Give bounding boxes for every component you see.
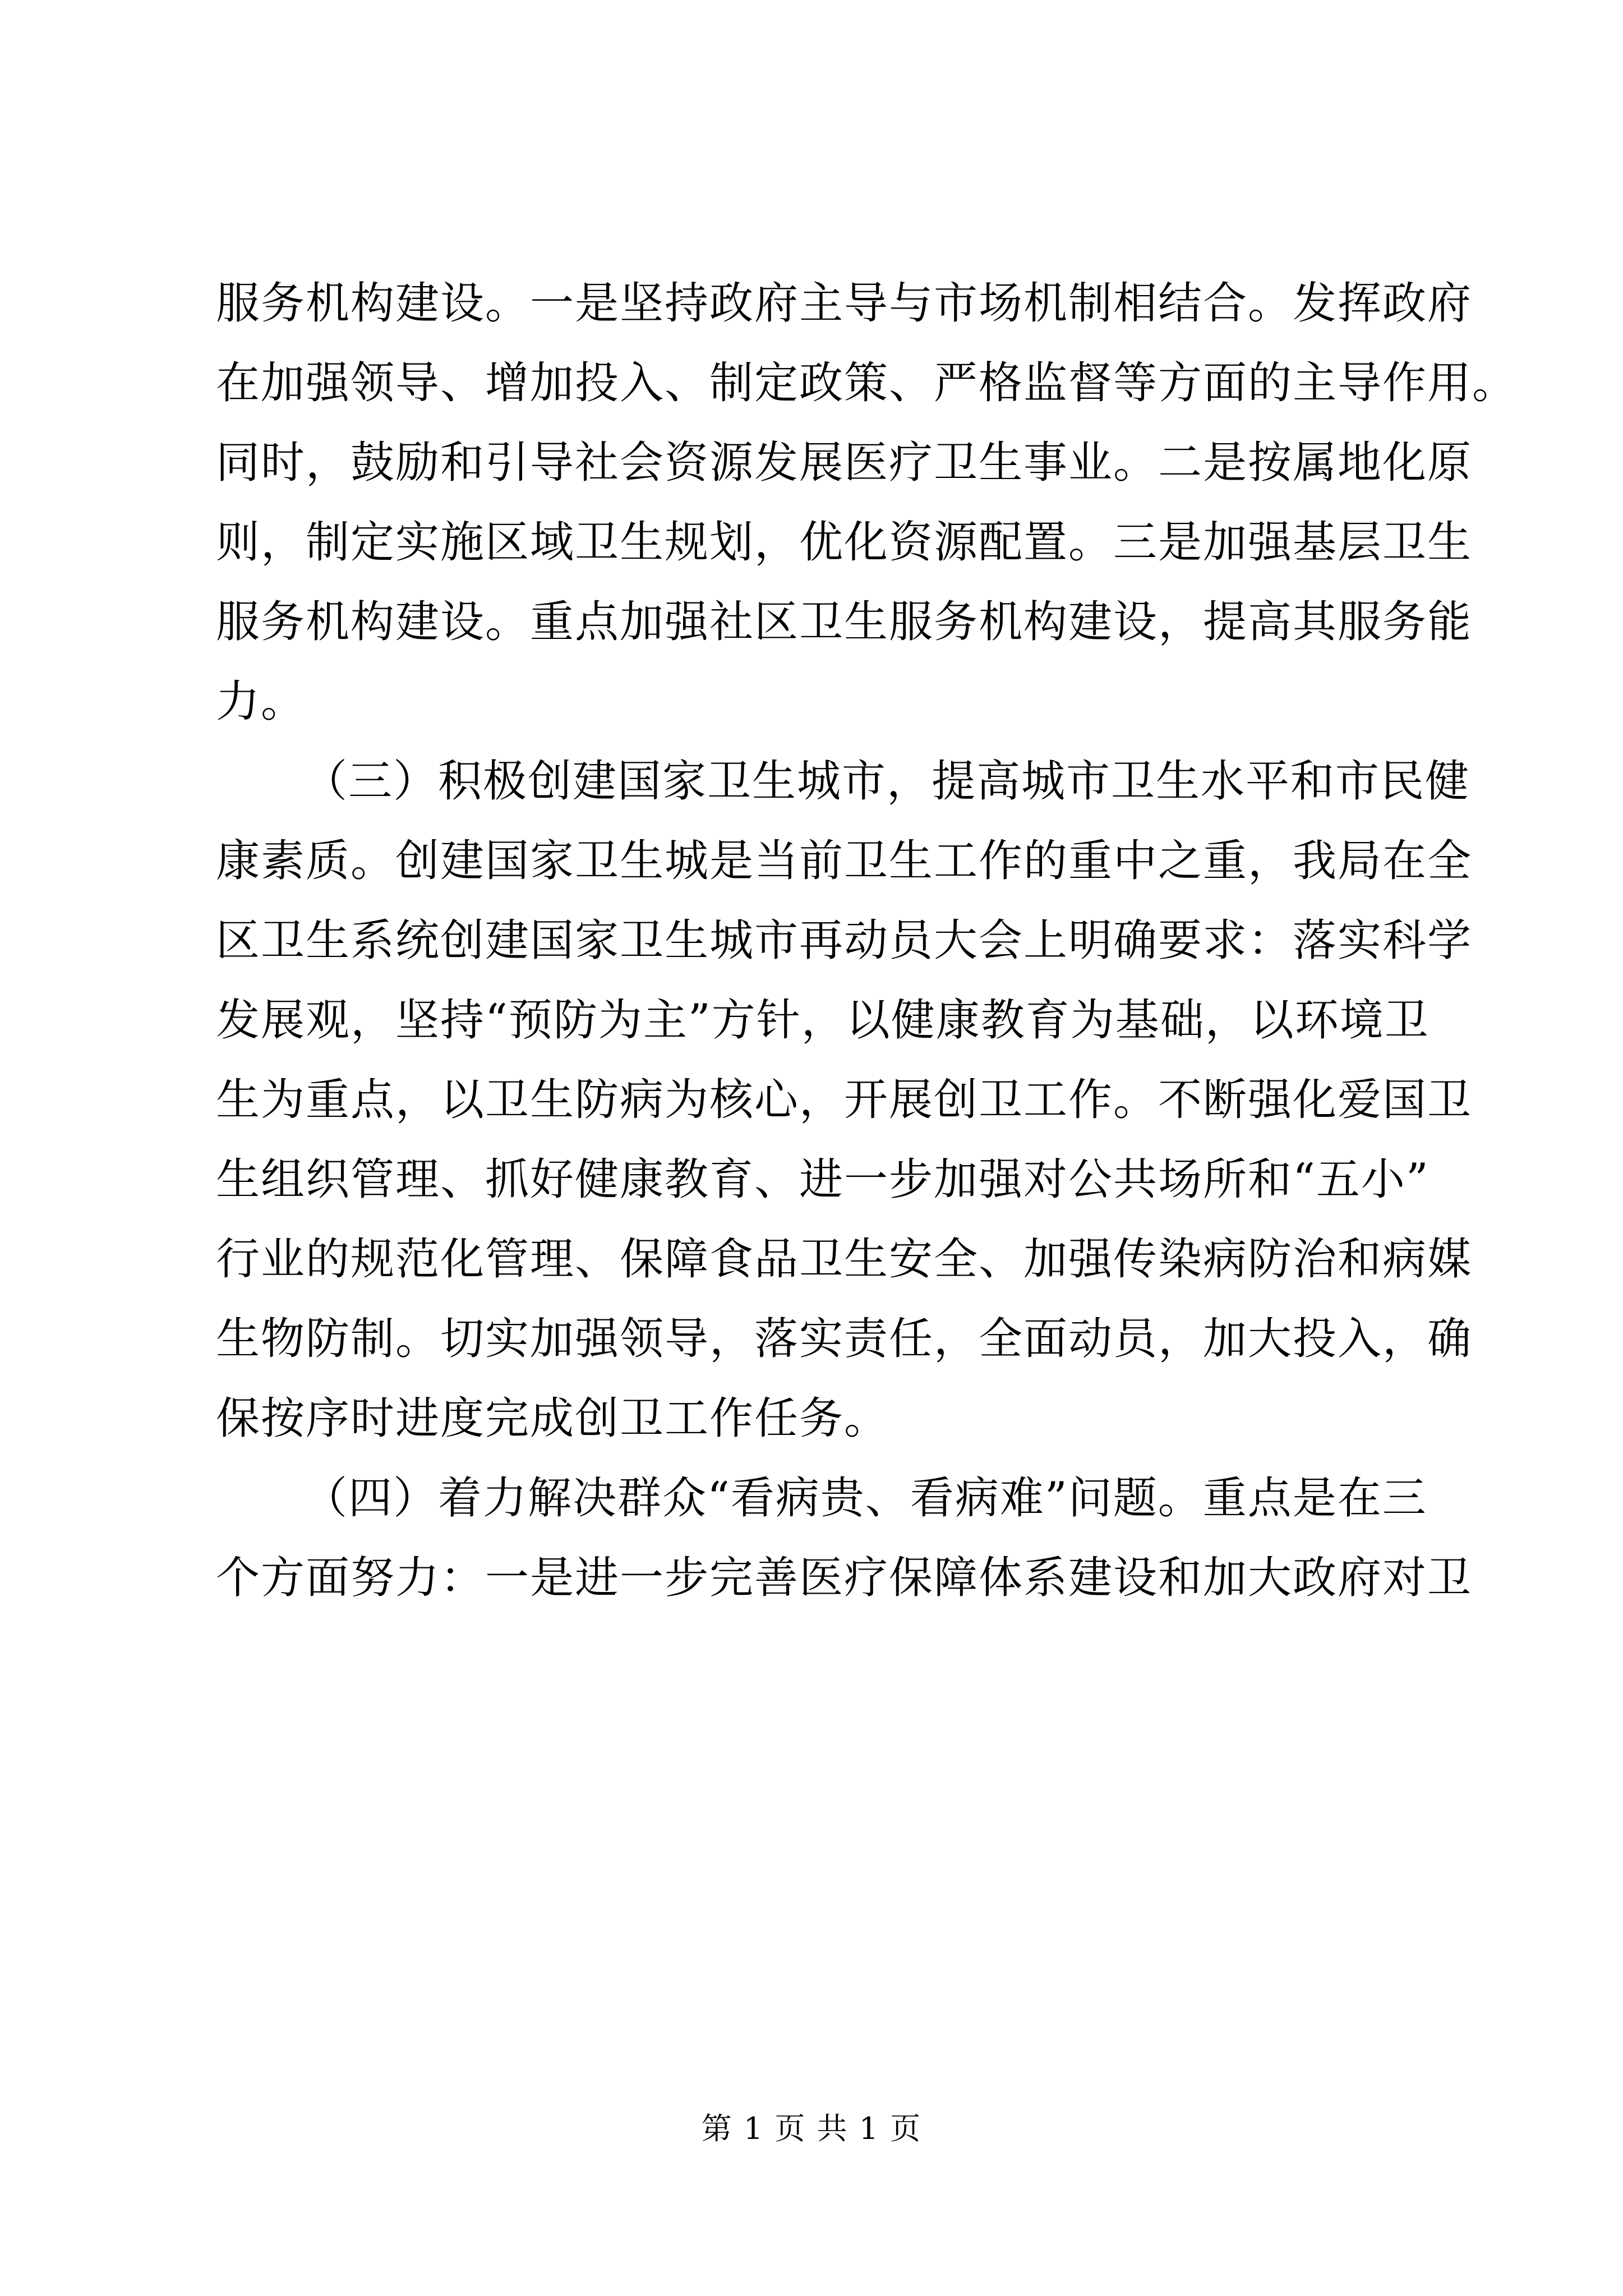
text-line: 生为重点，以卫生防病为核心，开展创卫工作。不断强化爱国卫: [216, 1075, 1473, 1125]
text-line: 生物防制。切实加强领导，落实责任，全面动员，加大投入，确: [216, 1314, 1473, 1364]
text-line: 保按序时进度完成创卫工作任务。: [216, 1393, 889, 1444]
text-line: 行业的规范化管理、保障食品卫生安全、加强传染病防治和病媒: [216, 1234, 1473, 1285]
text-line: 同时，鼓励和引导社会资源发展医疗卫生事业。二是按属地化原: [216, 438, 1473, 488]
page-footer: 第 1 页 共 1 页: [701, 2111, 922, 2146]
text-line: 个方面努力：一是进一步完善医疗保障体系建设和加大政府对卫: [216, 1553, 1473, 1603]
document-body: [216, 264, 1518, 1618]
text-line: 力。: [216, 677, 306, 727]
section-heading-line: （三）积极创建国家卫生城市，提高城市卫生水平和市民健: [303, 756, 1470, 807]
text-line: 发展观，坚持“预防为主”方针，以健康教育为基础，以环境卫: [216, 995, 1430, 1046]
paragraph-section-three: [216, 742, 1473, 1458]
text-line: 则，制定实施区域卫生规划，优化资源配置。三是加强基层卫生: [216, 517, 1473, 568]
text-line: 服务机构建设。重点加强社区卫生服务机构建设，提高其服务能: [216, 597, 1473, 647]
text-line: 康素质。创建国家卫生城是当前卫生工作的重中之重，我局在全: [216, 836, 1473, 886]
paragraph-service-institutions: [216, 264, 1518, 742]
text-line: 服务机构建设。一是坚持政府主导与市场机制相结合。发挥政府: [216, 278, 1473, 329]
text-line: 生组织管理、抓好健康教育、进一步加强对公共场所和“五小”: [216, 1154, 1430, 1205]
section-heading-line: （四）着力解决群众“看病贵、看病难”问题。重点是在三: [303, 1473, 1427, 1524]
paragraph-section-four: [216, 1458, 1473, 1618]
text-line: 在加强领导、增加投入、制定政策、严格监督等方面的主导作用。: [216, 358, 1518, 408]
text-line: 区卫生系统创建国家卫生城市再动员大会上明确要求：落实科学: [216, 915, 1473, 966]
